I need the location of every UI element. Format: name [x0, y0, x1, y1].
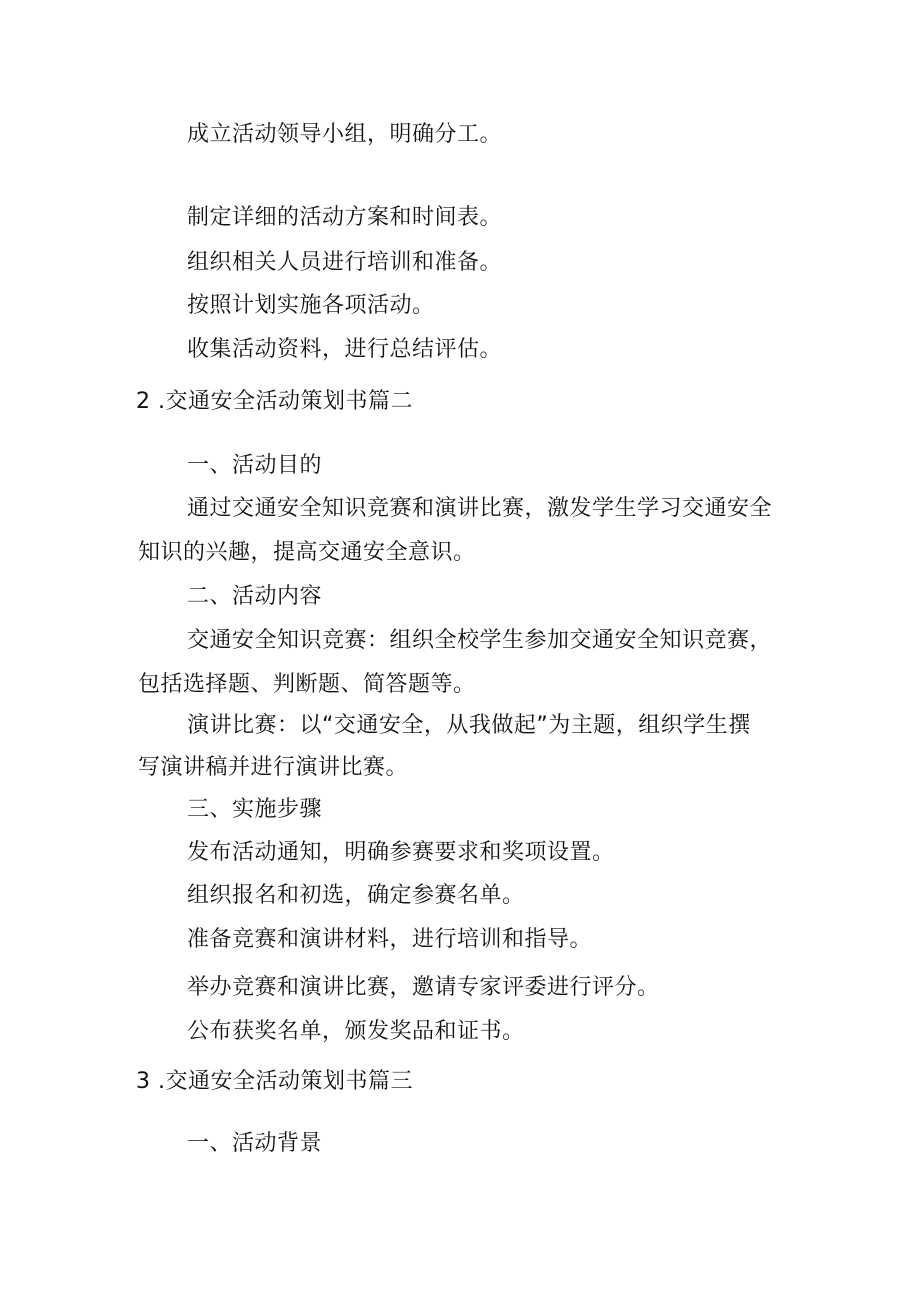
paragraph: 知识的兴趣，提高交通安全意识。 — [138, 540, 476, 565]
paragraph-step: 按照计划实施各项活动。 — [187, 293, 435, 318]
paragraph: 通过交通安全知识竞赛和演讲比赛，激发学生学习交通安全 — [187, 496, 773, 521]
section-title: 2 .交通安全活动策划书篇二 — [136, 389, 413, 414]
paragraph-step: 组织相关人员进行培训和准备。 — [187, 250, 503, 275]
paragraph: 演讲比赛：以“交通安全，从我做起”为主题，组织学生撰 — [187, 713, 751, 738]
subheading: 一、活动目的 — [187, 453, 323, 478]
paragraph-step: 举办竞赛和演讲比赛，邀请专家评委进行评分。 — [187, 975, 660, 1000]
paragraph-step: 成立活动领导小组，明确分工。 — [187, 122, 503, 147]
paragraph-step: 制定详细的活动方案和时间表。 — [187, 205, 503, 230]
paragraph-step: 公布获奖名单，颁发奖品和证书。 — [187, 1019, 525, 1044]
paragraph: 交通安全知识竞赛：组织全校学生参加交通安全知识竞赛， — [187, 628, 773, 653]
paragraph: 包括选择题、判断题、简答题等。 — [138, 672, 476, 697]
paragraph-step: 准备竞赛和演讲材料，进行培训和指导。 — [187, 927, 593, 952]
paragraph-step: 收集活动资料，进行总结评估。 — [187, 337, 503, 362]
paragraph-step: 发布活动通知，明确参赛要求和奖项设置。 — [187, 840, 615, 865]
paragraph: 写演讲稿并进行演讲比赛。 — [138, 755, 409, 780]
subheading: 二、活动内容 — [187, 584, 323, 609]
subheading: 三、实施步骤 — [187, 797, 323, 822]
subheading: 一、活动背景 — [187, 1131, 323, 1156]
paragraph-step: 组织报名和初选，确定参赛名单。 — [187, 883, 525, 908]
section-title: 3 .交通安全活动策划书篇三 — [136, 1069, 413, 1094]
